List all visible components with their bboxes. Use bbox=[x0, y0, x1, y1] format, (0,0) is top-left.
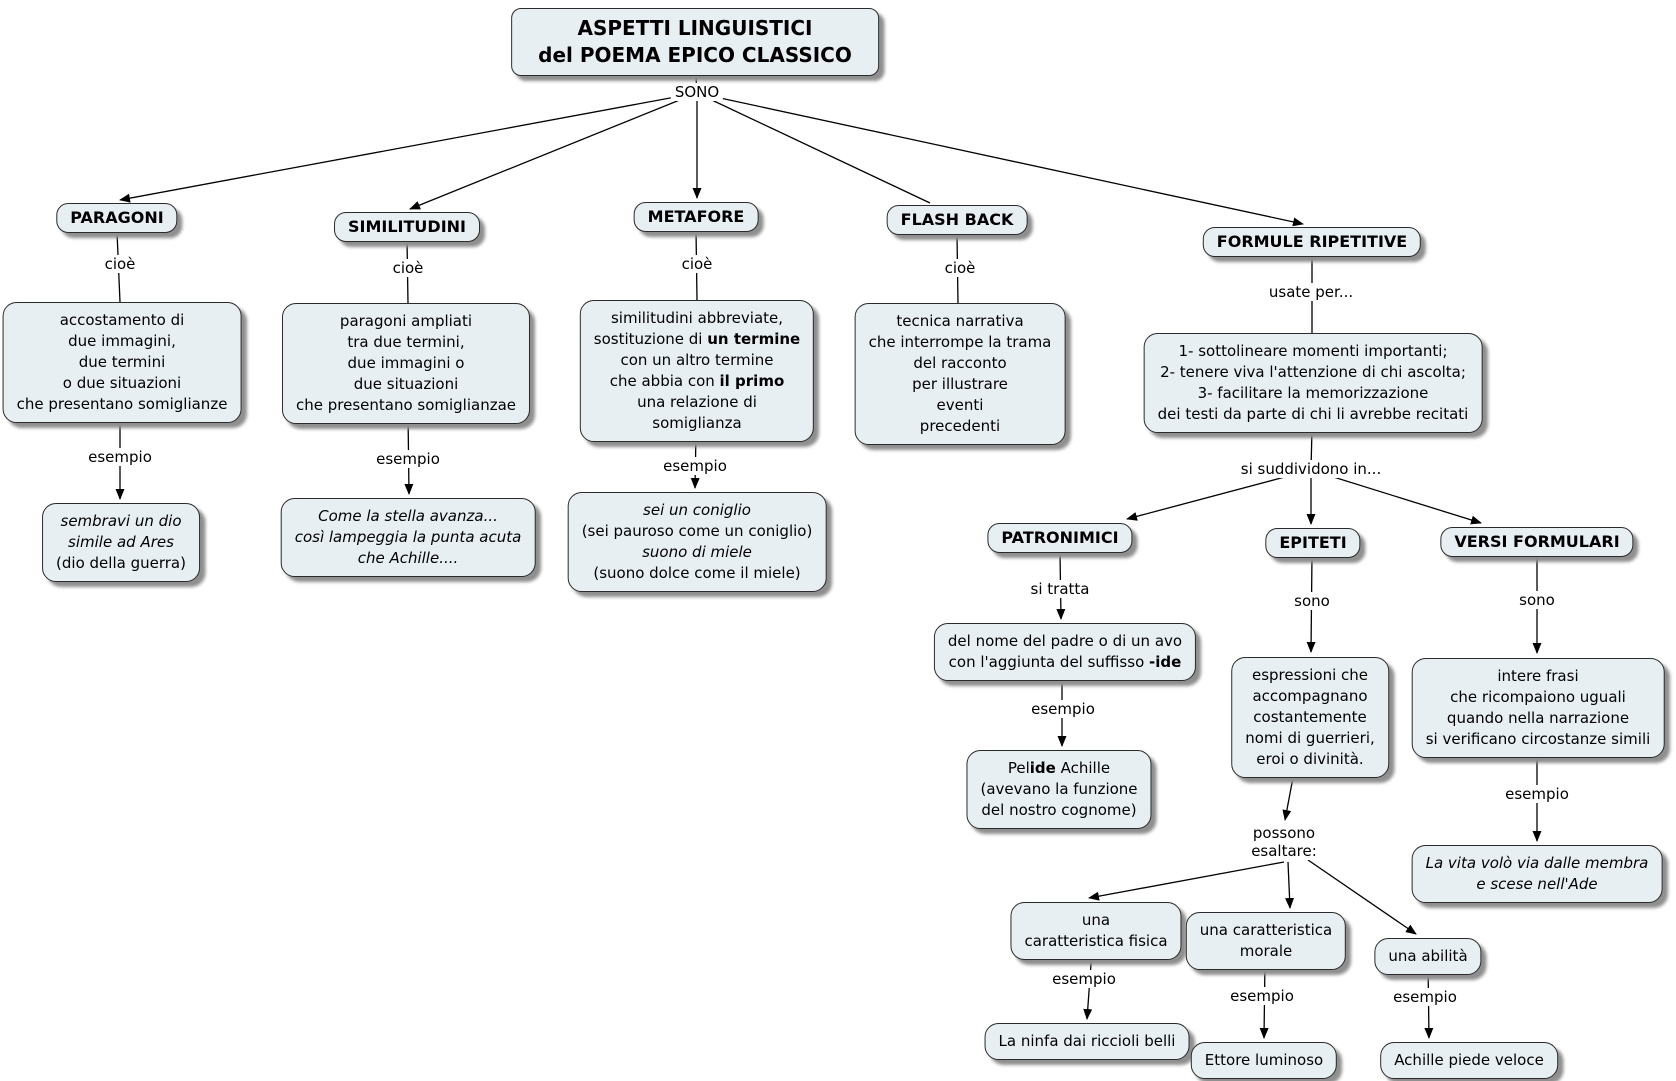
node-text-line: o due situazioni bbox=[62, 374, 182, 392]
node-text-line: morale bbox=[1239, 942, 1293, 960]
link-esempio-metafore[interactable]: esempio bbox=[659, 457, 731, 475]
node-text-line: due situazioni bbox=[353, 375, 459, 393]
text-segment: che abbia con bbox=[609, 372, 720, 390]
link-cioe-paragoni[interactable]: cioè bbox=[101, 255, 140, 273]
link-esempio-similitudini[interactable]: esempio bbox=[372, 450, 444, 468]
text-segment: con l'aggiunta del suffisso bbox=[948, 653, 1150, 671]
link-esempio-fisica[interactable]: esempio bbox=[1048, 970, 1120, 988]
link-label-line: esaltare: bbox=[1251, 842, 1317, 860]
node-text-line: per illustrare bbox=[912, 375, 1008, 393]
node-text-line: che ricompaiono uguali bbox=[1450, 688, 1626, 706]
node-text-line: eventi bbox=[936, 396, 984, 414]
concept-abilita[interactable]: una abilità bbox=[1374, 938, 1481, 975]
link-esempio-versi[interactable]: esempio bbox=[1501, 785, 1573, 803]
concept-flashback[interactable]: FLASH BACK bbox=[887, 205, 1028, 235]
concept-epiteti[interactable]: EPITETI bbox=[1265, 528, 1360, 558]
concept-epiteti-desc[interactable] bbox=[1231, 657, 1389, 778]
link-sono-epiteti[interactable]: sono bbox=[1290, 592, 1334, 610]
node-text-line: (sei pauroso come un coniglio) bbox=[581, 522, 813, 540]
node-text-line: somiglianza bbox=[652, 414, 742, 432]
node-text-line: tecnica narrativa bbox=[896, 312, 1024, 330]
node-text-line bbox=[594, 329, 800, 350]
concept-title[interactable] bbox=[511, 8, 879, 76]
node-text-line: così lampeggia la punta acuta bbox=[294, 528, 522, 546]
concept-patronimici-desc[interactable] bbox=[934, 623, 1196, 681]
node-text-line: (dio della guerra) bbox=[56, 554, 186, 572]
concept-formule-ripetitive[interactable]: FORMULE RIPETITIVE bbox=[1203, 227, 1421, 257]
link-si-suddividono[interactable]: si suddividono in... bbox=[1237, 460, 1385, 478]
concept-morale-example[interactable]: Ettore luminoso bbox=[1191, 1042, 1337, 1079]
node-text-line: quando nella narrazione bbox=[1446, 709, 1630, 727]
concept-caratteristica-morale[interactable] bbox=[1186, 912, 1346, 970]
concept-patronimici[interactable]: PATRONIMICI bbox=[987, 523, 1132, 553]
node-text-line: del nome del padre o di un avo bbox=[947, 632, 1183, 650]
node-text-line: tra due termini, bbox=[347, 333, 465, 351]
node-text-line: e scese nell'Ade bbox=[1476, 875, 1598, 893]
link-esempio-patronimici[interactable]: esempio bbox=[1027, 700, 1099, 718]
node-text-line: che Achille.... bbox=[357, 549, 459, 567]
node-text-line: suono di miele bbox=[642, 543, 752, 561]
node-text-line: intere frasi bbox=[1497, 667, 1579, 685]
link-cioe-similitudini[interactable]: cioè bbox=[389, 259, 428, 277]
text-segment: Pel bbox=[1007, 759, 1030, 777]
concept-versi-desc[interactable] bbox=[1412, 658, 1665, 758]
node-text-line: caratteristica fisica bbox=[1024, 932, 1168, 950]
link-label-line: possono bbox=[1252, 824, 1316, 842]
concept-similitudini-desc[interactable] bbox=[282, 303, 530, 424]
node-text-line: del nostro cognome) bbox=[981, 801, 1137, 819]
concept-flashback-desc[interactable] bbox=[855, 303, 1066, 445]
node-text-line: ASPETTI LINGUISTICI bbox=[577, 16, 813, 40]
link-esempio-paragoni[interactable]: esempio bbox=[84, 448, 156, 466]
link-cioe-flashback[interactable]: cioè bbox=[941, 259, 980, 277]
text-segment: il primo bbox=[719, 372, 785, 390]
node-text-line: (suono dolce come il miele) bbox=[593, 564, 801, 582]
concept-paragoni[interactable]: PARAGONI bbox=[56, 203, 177, 233]
node-text-line: sei un coniglio bbox=[643, 501, 751, 519]
node-text-line: si verificano circostanze simili bbox=[1425, 730, 1651, 748]
node-text-line: che presentano somiglianze bbox=[16, 395, 228, 413]
node-text-line: sembravi un dio bbox=[60, 512, 182, 530]
link-label-sono[interactable]: SONO bbox=[671, 83, 723, 101]
concept-metafore-example[interactable] bbox=[568, 492, 827, 592]
node-text-line: precedenti bbox=[919, 417, 1001, 435]
link-cioe-metafore[interactable]: cioè bbox=[678, 255, 717, 273]
node-text-line: una relazione di bbox=[637, 393, 757, 411]
concept-caratteristica-fisica[interactable] bbox=[1010, 902, 1181, 960]
link-sono-versi[interactable]: sono bbox=[1515, 591, 1559, 609]
node-text-line: con un altro termine bbox=[620, 351, 774, 369]
concept-similitudini-example[interactable] bbox=[281, 498, 536, 577]
node-text-line: due termini bbox=[78, 353, 166, 371]
node-text-line: Come la stella avanza... bbox=[318, 507, 498, 525]
node-text-line: (avevano la funzione bbox=[980, 780, 1138, 798]
text-segment: un termine bbox=[707, 330, 801, 348]
node-text-line: similitudini abbreviate, bbox=[610, 309, 784, 327]
node-text-line: 1- sottolineare momenti importanti; bbox=[1178, 342, 1448, 360]
node-text-line: che interrompe la trama bbox=[868, 333, 1052, 351]
node-text-line: 2- tenere viva l'attenzione di chi ascolta; bbox=[1160, 363, 1466, 381]
node-text-line bbox=[594, 371, 800, 392]
node-text-line: due immagini o bbox=[347, 354, 465, 372]
node-text-line: dei testi da parte di chi li avrebbe recitati bbox=[1157, 405, 1469, 423]
concept-metafore[interactable]: METAFORE bbox=[634, 202, 759, 232]
node-text-line: La vita volò via dalle membra bbox=[1425, 854, 1649, 872]
node-text-line: nomi di guerrieri, bbox=[1245, 729, 1375, 747]
node-text-line: espressioni che bbox=[1251, 666, 1369, 684]
node-text-line: accompagnano bbox=[1252, 687, 1368, 705]
node-text-line: simile ad Ares bbox=[68, 533, 174, 551]
concept-formule-desc[interactable] bbox=[1144, 333, 1483, 433]
concept-versi-formulari[interactable]: VERSI FORMULARI bbox=[1440, 527, 1633, 557]
node-text-line: 3- facilitare la memorizzazione bbox=[1197, 384, 1429, 402]
link-esempio-abilita[interactable]: esempio bbox=[1389, 988, 1461, 1006]
node-text-line bbox=[980, 758, 1137, 779]
node-text-line: una caratteristica bbox=[1199, 921, 1333, 939]
node-text-line: del POEMA EPICO CLASSICO bbox=[538, 43, 852, 67]
concept-patronimici-example[interactable] bbox=[966, 750, 1151, 829]
node-text-line: paragoni ampliati bbox=[339, 312, 473, 330]
text-segment: -ide bbox=[1149, 653, 1182, 671]
concept-abilita-example[interactable]: Achille piede veloce bbox=[1380, 1042, 1558, 1079]
node-text-line: eroi o divinità. bbox=[1256, 750, 1364, 768]
node-text-line: del racconto bbox=[913, 354, 1007, 372]
concept-versi-example[interactable] bbox=[1412, 845, 1663, 903]
node-text-line: due immagini, bbox=[68, 332, 176, 350]
node-text-line: accostamento di bbox=[59, 311, 185, 329]
text-segment: ide bbox=[1029, 759, 1056, 777]
link-possono-esaltare[interactable] bbox=[1247, 824, 1321, 860]
node-text-line: costantemente bbox=[1253, 708, 1367, 726]
node-text-line: che presentano somiglianzae bbox=[295, 396, 517, 414]
text-segment: sostituzione di bbox=[593, 330, 708, 348]
concept-similitudini[interactable]: SIMILITUDINI bbox=[334, 212, 480, 242]
link-usate-per[interactable]: usate per... bbox=[1265, 283, 1357, 301]
concept-fisica-example[interactable]: La ninfa dai riccioli belli bbox=[985, 1023, 1190, 1060]
link-esempio-morale[interactable]: esempio bbox=[1226, 987, 1298, 1005]
concept-paragoni-desc[interactable] bbox=[3, 302, 242, 423]
node-text-line: una bbox=[1081, 911, 1111, 929]
concept-paragoni-example[interactable] bbox=[42, 503, 200, 582]
text-segment: Achille bbox=[1055, 759, 1111, 777]
node-text-line bbox=[948, 652, 1182, 673]
link-si-tratta[interactable]: si tratta bbox=[1027, 580, 1094, 598]
concept-metafore-desc[interactable] bbox=[580, 300, 814, 442]
